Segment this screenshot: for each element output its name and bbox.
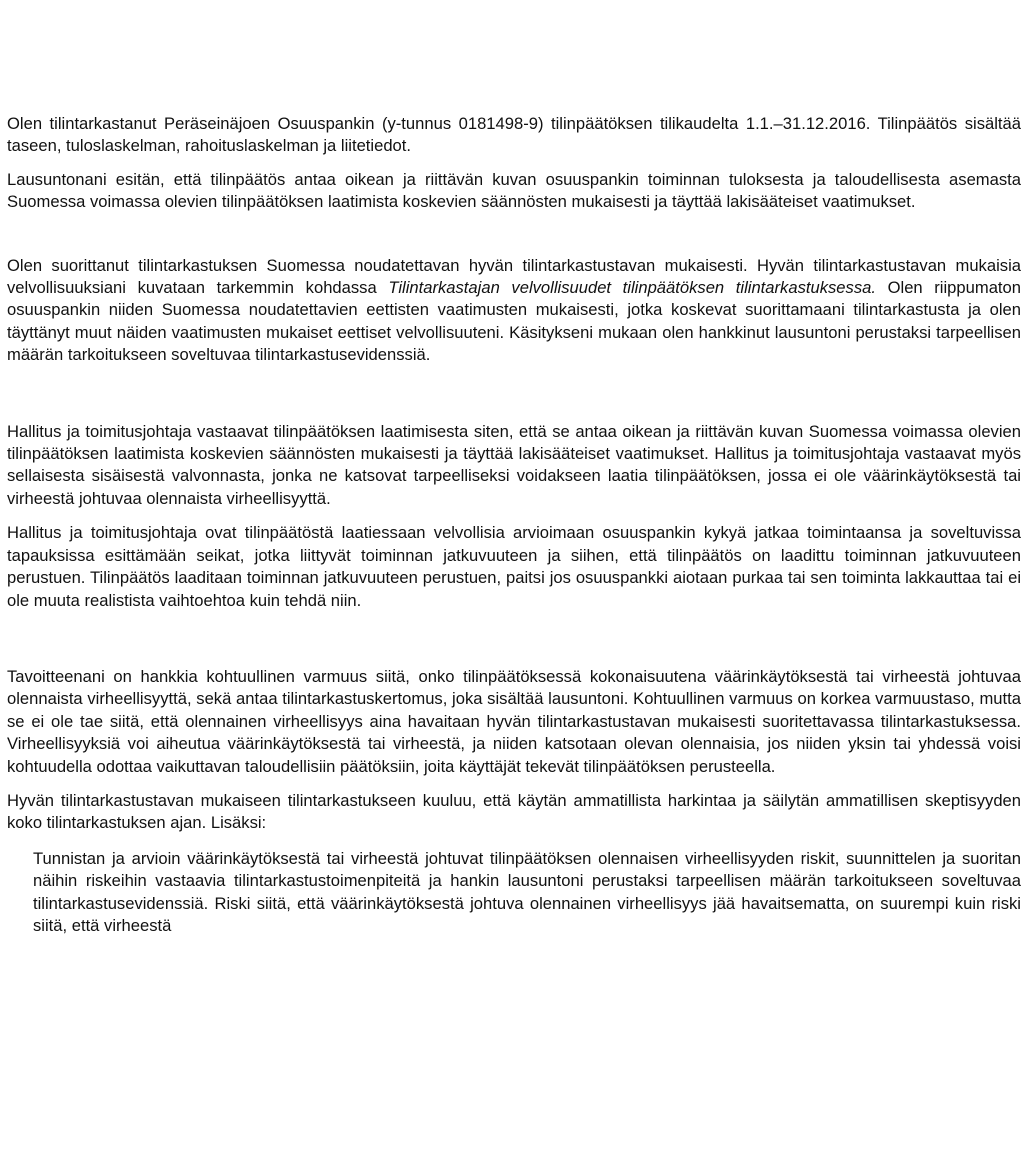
paragraph-basis-emphasis: Tilintarkastajan velvollisuudet tilinpäätöksen tilintarkastuksessa. <box>388 278 876 298</box>
paragraph-basis-text-a: Olen suorittanut tilintarkastuksen Suomessa noudatettavan hyvän tilintarkastustavan mukaisesti. Hyvän tilintarkastustavan mukaisia velvollisuuksiani kuvataan tarkemmin kohdassa <box>7 255 1021 298</box>
paragraph-risk-assessment: Tunnistan ja arvioin väärinkäytöksestä tai virheestä johtuvat tilinpäätöksen olennaisen virheellisyyden riskit, suunnittelen ja suoritan näihin riskeihin vastaavia tilintarkastustoimenpiteitä ja hankin lausuntoni perustaksi tarpeellisen määrän tarkoitukseen soveltuvaa tilintarkastusevidenssiä. Riski siitä, että väärinkäytöksestä johtuva olennainen virheellisyys jää havaitsematta, on suurempi kuin riski siitä, että virheestä <box>33 848 1021 935</box>
paragraph-professional-judgement: Hyvän tilintarkastustavan mukaiseen tilintarkastukseen kuuluu, että käytän ammatillista harkintaa ja säilytän ammatillisen skeptisyyden koko tilintarkastuksen ajan. Lisäksi: <box>7 790 1021 833</box>
paragraph-auditor-objective: Tavoitteenani on hankkia kohtuullinen varmuus siitä, onko tilinpäätöksessä kokonaisuutena väärinkäytöksestä tai virheestä johtuvaa olennaista virheellisyyttä, sekä antaa tilintarkastuskertomus, joka sisältää lausuntoni. Kohtuullinen varmuus on korkea varmuustaso, mutta se ei ole tae siitä, että olennainen virheellisyys aina havaitaan hyvän tilintarkastustavan mukaisesti suoritettavassa tilintarkastuksessa. Virheellisyyksiä voi aiheutua väärinkäytöksestä tai virheestä, ja niiden katsotaan olevan olennaisia, jos niiden yksin tai yhdessä voisi kohtuudella odottaa vaikuttavan taloudellisiin päätöksiin, joita käyttäjät tekevät tilinpäätöksen perusteella. <box>7 666 1021 776</box>
audit-report-page <box>7 113 1021 937</box>
paragraph-scope: Olen tilintarkastanut Peräseinäjoen Osuuspankin (y-tunnus 0181498-9) tilinpäätöksen tilikaudelta 1.1.–31.12.2016. Tilinpäätös sisältää taseen, tuloslaskelman, rahoituslaskelman ja liitetiedot. <box>7 114 1021 156</box>
paragraph-going-concern: Hallitus ja toimitusjohtaja ovat tilinpäätöstä laatiessaan velvollisia arvioimaan osuuspankin kykyä jatkaa toimintaansa ja soveltuvissa tapauksissa esittämään seikat, jotka liittyvät toiminnan jatkuvuuteen ja siihen, että tilinpäätös on laadittu toiminnan jatkuvuuteen perustuen. Tilinpäätös laaditaan toiminnan jatkuvuuteen perustuen, paitsi jos osuuspankki aiotaan purkaa tai sen toiminta lakkauttaa tai ei ole muuta realistista vaihtoehtoa kuin tehdä niin. <box>7 523 1021 610</box>
paragraph-opinion: Lausuntonani esitän, että tilinpäätös antaa oikean ja riittävän kuvan osuuspankin toiminnan tuloksesta ja taloudellisesta asemasta Suomessa voimassa olevien tilinpäätöksen laatimista koskevien säännösten mukaisesti ja täyttää lakisääteiset vaatimukset. <box>7 169 1021 212</box>
paragraph-board-responsibility: Hallitus ja toimitusjohtaja vastaavat tilinpäätöksen laatimisesta siten, että se antaa oikean ja riittävän kuvan Suomessa voimassa olevien tilinpäätöksen laatimista koskevien säännösten mukaisesti ja täyttää lakisääteiset vaatimukset. Hallitus ja toimitusjohtaja vastaavat myös sellaisesta sisäisestä valvonnasta, jonka ne katsovat tarpeelliseksi voidakseen laatia tilinpäätöksen, jossa ei ole väärinkäytöksestä tai virheestä johtuvaa olennaista virheellisyyttä. <box>7 421 1021 508</box>
paragraph-basis-for-opinion <box>7 255 1021 367</box>
paragraph-basis-text-b: Olen riippumaton osuuspankin niiden Suomessa noudatettavien eettisten vaatimusten mukaisesti, jotka koskevat suorittamaani tilintarkastusta ja olen täyttänyt muut näiden vaatimusten mukaiset eettiset velvollisuuteni. Käsitykseni mukaan olen hankkinut lausuntoni perustaksi tarpeellisen määrän tarkoitukseen soveltuvaa tilintarkastusevidenssiä. <box>7 278 1021 365</box>
